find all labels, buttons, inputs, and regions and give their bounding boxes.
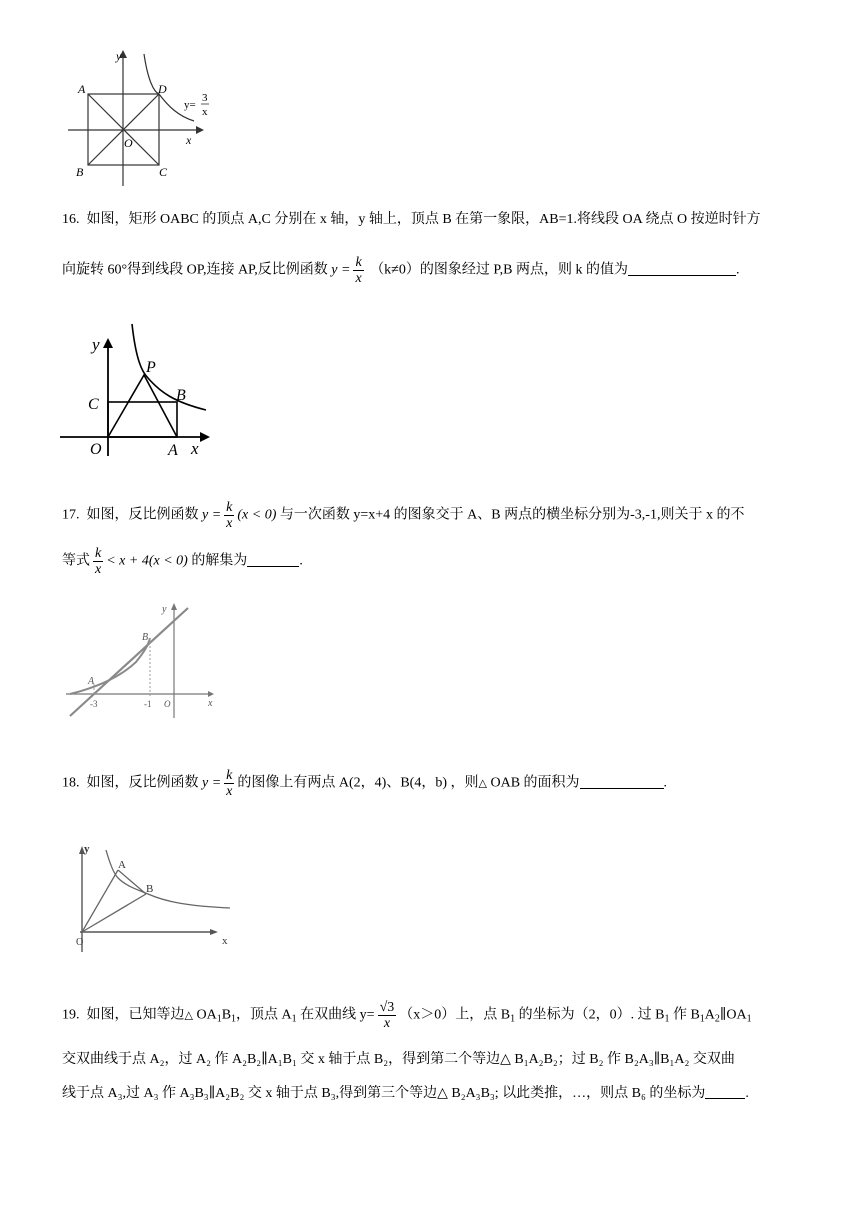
curve-label: y= [184,99,196,111]
figure-triangle-oab [62,840,238,956]
q19-number: 19. [62,1007,80,1023]
q19-oa: OA [196,1007,217,1023]
q17-text-ineq-label: 等式 [62,553,90,569]
x-axis-arrow-icon [210,929,218,935]
q19-hyperbola-text: 在双曲线 y= [300,1007,375,1023]
q17-number: 17. [62,507,80,523]
curve-label-den: x [202,106,208,118]
figure-square-hyperbola [62,46,232,188]
label-x: x [186,133,192,147]
q19-fraction: $\frac{√3}{x}$ [379,1000,395,1031]
hyperbola-curve [132,324,206,410]
label-b: B [176,387,186,404]
label-y: y [84,843,90,855]
q17-fraction: $\frac{k}{x}$ [226,500,233,531]
q17-inequality: < x + 4(x < 0) [106,553,188,569]
q17-fraction2: $\frac{k}{x}$ [95,546,102,577]
q19-text-a: 如图，已知等边 [86,1007,185,1023]
q16-number: 16. [62,212,80,227]
q18-answer-blank[interactable] [580,774,664,789]
label-o: O [90,441,102,458]
label-c: C [88,396,99,413]
q17-line1 [62,500,744,531]
segment-ob [82,894,146,932]
q16-answer-blank[interactable] [628,261,736,276]
q18-func-y: y = [202,775,222,791]
label-a: A [78,82,86,96]
q16-text-line1: 如图，矩形 OABC 的顶点 A,C 分别在 x 轴，y 轴上，顶点 B 在第一象限，AB=1.将线段 OA 绕点 O 按逆时针方 [86,212,761,227]
q19-line3: 线于点 A₃,过 A₃ 作 A₃B₃∥A₂B₂ 交 x 轴于点 B₃,得到第三个等边△ B₂A₃B₃; 以此类推，…，则点 B₆ 的坐标为 . [62,1086,749,1101]
figure-rectangle-oabc [56,320,216,460]
q16-line2: 向旋转 60°得到线段 OP,连接 AP,反比例函数 y = $\frac{k}{x}$ （k≠0）的图象经过 P,B 两点，则 k 的值为 . [62,255,740,286]
label-d: D [158,82,167,96]
label-a: A [88,676,95,687]
label-x: x [222,935,228,947]
q19-line1: 19. 如图，已知等边△ $OA_1B_1$，顶点 $A_1$ 在双曲线 y= $\frac{√3}{x}$ （x＞0）上，点 $B_1$ 的坐标为（2，0）. 过 $B_1$ 作 $B_1A_2\parallel OA_1$ [62,1000,752,1031]
label-o: O [76,937,84,948]
label-b: B [146,883,154,895]
triangle-symbol: △ [478,777,487,790]
label-y: y [92,335,100,354]
q18-text-a: 如图，反比例函数 [86,775,199,791]
q17-line2: 等式 $\frac{k}{x}$ < x + 4(x < 0) 的解集为 . [62,546,303,577]
q16-fraction: $\frac{k}{x}$ [355,255,362,286]
curve-label-num: 3 [202,92,208,104]
y-axis-arrow-icon [103,338,113,348]
tick-minus-3: -3 [90,699,98,709]
figure-hyperbola-line-intersection [64,598,224,722]
label-o: O [124,136,133,150]
q19-line2 [62,1050,735,1070]
q17-text-a: 如图，反比例函数 [86,507,199,523]
q16-func-y: y = [331,262,351,278]
label-p: P [146,359,156,376]
label-x: x [191,439,199,458]
label-a: A [168,442,178,459]
q18-line: 18. 如图，反比例函数 y = $\frac{k}{x}$ 的图像上有两点 A(2，4)、B(4，b) ，则△ OAB 的面积为 . [62,768,668,799]
triangle-symbol: △ [184,1009,193,1022]
label-c: C [159,165,168,179]
label-y: y [162,604,167,615]
segments-op-pa [108,375,177,437]
q19-text-line3: 线于点 A₃,过 A₃ 作 A₃B₃∥A₂B₂ 交 x 轴于点 B₃,得到第三个等边△ B₂A₃B₃; 以此类推，…，则点 B₆ 的坐标为 [62,1086,706,1101]
label-a: A [118,859,126,871]
label-o: O [164,699,171,709]
x-axis-arrow-icon [200,432,210,442]
q17-text-b: 与一次函数 y=x+4 的图象交于 A、B 两点的横坐标分别为-3,-1,则关于 x 的不 [279,507,745,523]
q17-answer-blank[interactable] [247,552,299,567]
q16-text-a: 向旋转 60°得到线段 OP,连接 AP,反比例函数 [62,262,328,278]
label-b: B [76,165,84,179]
q16-text-b: （k≠0）的图象经过 P,B 两点，则 k 的值为 [370,262,628,278]
q19-text-line2: 交双曲线于点 A₂，过 A₂ 作 A₂B₂∥A₁B₁ 交 x 轴于点 B₂，得到第二个等边△ B₁A₂B₂；过 B₂ 作 B₂A₃∥B₁A₂ 交双曲 [62,1052,735,1067]
segment-oa [82,870,118,932]
q17-func-y: y = [202,507,222,523]
q18-text-b: 的图像上有两点 A(2，4)、B(4，b) ，则 [237,775,479,791]
q18-text-c: OAB 的面积为 [490,775,580,791]
q16-line1 [62,210,761,230]
tick-minus-1: -1 [144,699,152,709]
q19-answer-blank[interactable] [705,1084,745,1099]
q17-condition: (x < 0) [237,507,277,523]
q17-text-c: 的解集为 [191,553,248,569]
label-y: y [116,49,122,63]
q18-number: 18. [62,775,80,791]
label-x: x [208,698,213,709]
x-axis-arrow-icon [196,126,204,134]
label-b: B [142,632,149,643]
q18-fraction: $\frac{k}{x}$ [226,768,233,799]
